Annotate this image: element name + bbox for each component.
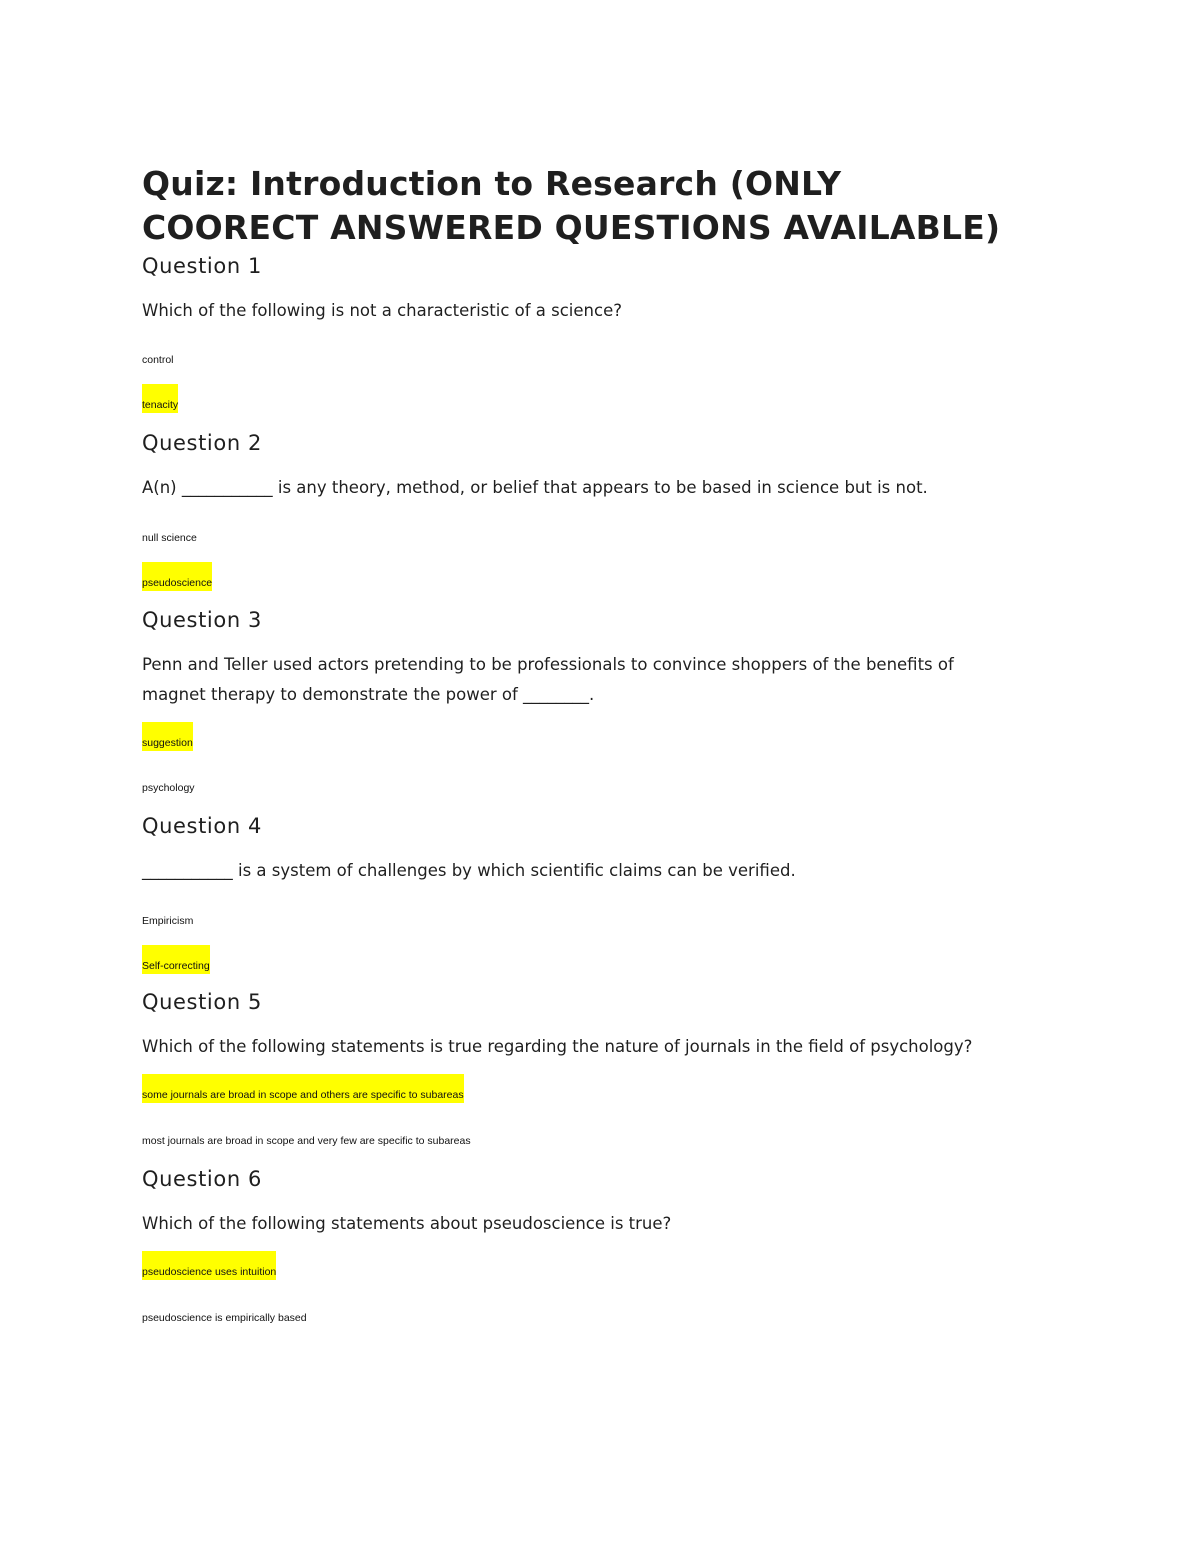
question-heading: Question 4 [142,814,262,838]
answer-option [142,531,197,545]
answer-option-correct [142,1074,464,1103]
question-text: Which of the following is not a characteristic of a science? [142,301,622,320]
question-text: Which of the following statements about pseudoscience is true? [142,1214,672,1233]
question-block-3 [142,606,1062,794]
answer-option [142,353,174,367]
answer-text-highlighted: tenacity [142,384,178,413]
question-block-4 [142,812,1062,972]
question-text-line-1: Penn and Teller used actors pretending to be professionals to convince shoppers of the benefits of [142,655,954,674]
answer-option-correct [142,384,178,413]
answer-text: Empiricism [142,915,194,927]
question-heading: Question 1 [142,254,262,278]
answer-text: pseudoscience is empirically based [142,1312,307,1324]
question-text: A(n) ___________ is any theory, method, or belief that appears to be based in science but is not. [142,478,928,497]
answer-text: most journals are broad in scope and very few are specific to subareas [142,1135,471,1147]
answer-option [142,1311,307,1325]
question-text: Which of the following statements is true regarding the nature of journals in the field of psychology? [142,1037,973,1056]
answer-text-highlighted: pseudoscience uses intuition [142,1251,276,1280]
answer-option-correct [142,722,193,751]
answer-option [142,914,193,928]
answer-text-highlighted: pseudoscience [142,562,212,591]
question-block-2 [142,429,1062,589]
document-title-line-2: COORECT ANSWERED QUESTIONS AVAILABLE) [142,208,1001,247]
answer-text-highlighted: Self-correcting [142,945,210,974]
answer-option-correct [142,1251,276,1280]
answer-option [142,1134,471,1148]
question-heading: Question 5 [142,990,262,1014]
answer-text: control [142,354,174,366]
question-heading: Question 6 [142,1167,262,1191]
answer-text: psychology [142,782,195,794]
document-title-line-1: Quiz: Introduction to Research (ONLY [142,164,842,203]
question-block-1 [142,252,1062,411]
answer-text-highlighted: suggestion [142,722,193,751]
answer-text: null science [142,532,197,544]
answer-text-highlighted: some journals are broad in scope and others are specific to subareas [142,1074,464,1103]
question-block-6 [142,1165,1062,1324]
question-heading: Question 3 [142,608,262,632]
question-text-line-2: magnet therapy to demonstrate the power of ________. [142,685,595,704]
question-block-5 [142,988,1062,1147]
answer-option-correct [142,562,212,591]
answer-option-correct [142,945,210,974]
question-text: ___________ is a system of challenges by which scientific claims can be verified. [142,861,796,880]
answer-option [142,781,195,795]
question-heading: Question 2 [142,431,262,455]
document-title [142,162,1000,250]
